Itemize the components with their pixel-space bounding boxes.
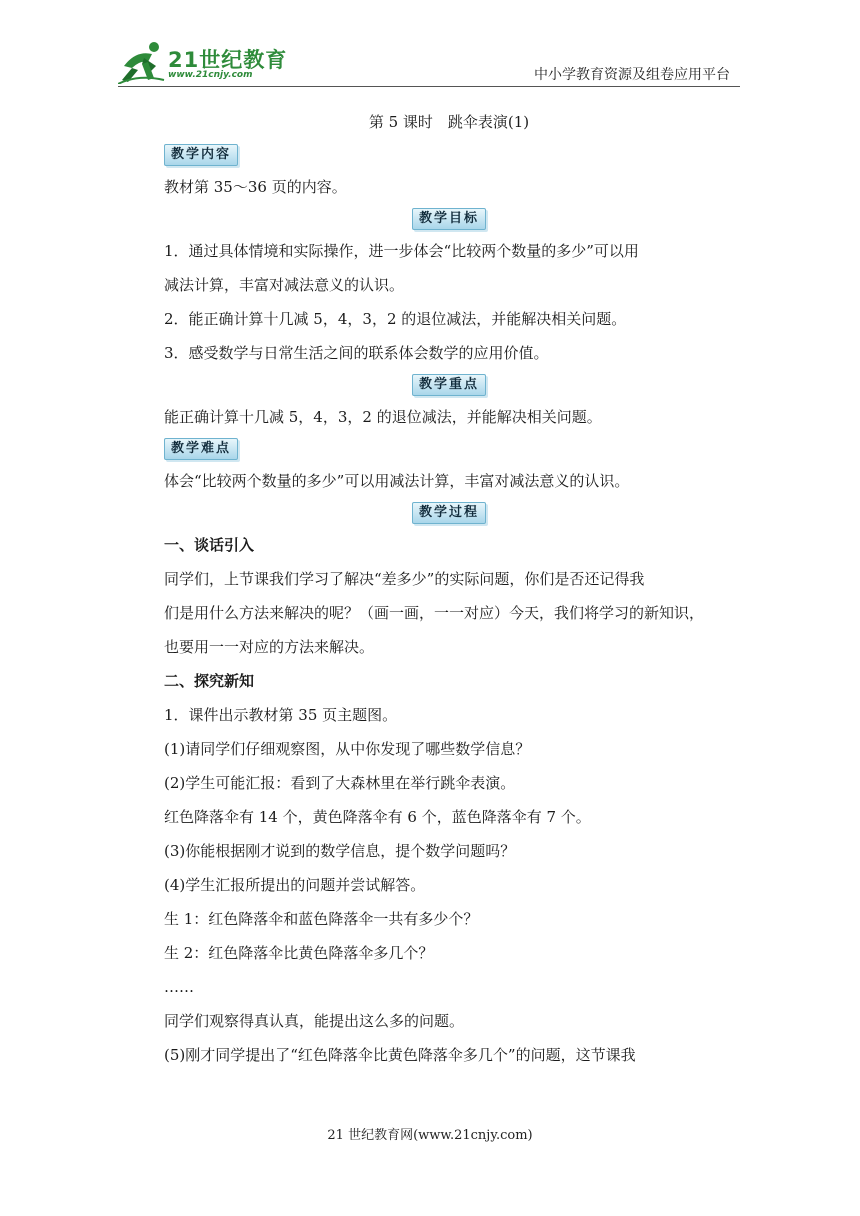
- page-header: [0, 0, 860, 100]
- document-body: [164, 108, 734, 1072]
- teaching-key-text: 能正确计算十几减 5，4，3，2 的退位减法，并能解决相关问题。: [164, 408, 602, 426]
- section-key-label: [164, 370, 734, 400]
- process-line: 生 1：红色降落伞和蓝色降落伞一共有多少个？: [164, 910, 479, 928]
- logo[interactable]: [118, 40, 288, 84]
- section-process-label: [164, 498, 734, 528]
- badge-teaching-goals: 教学目标: [412, 208, 486, 230]
- section-goals-label: [164, 204, 734, 234]
- platform-name: 中小学教育资源及组卷应用平台: [534, 67, 730, 83]
- badge-teaching-key: 教学重点: [412, 374, 486, 396]
- process-line: (4)学生汇报所提出的问题并尝试解答。: [164, 876, 426, 894]
- process-line: 红色降落伞有 14 个，黄色降落伞有 6 个，蓝色降落伞有 7 个。: [164, 808, 591, 826]
- process-line: 生 2：红色降落伞比黄色降落伞多几个？: [164, 944, 434, 962]
- heading-explore: 二、探究新知: [164, 672, 255, 690]
- logo-text: 21世纪教育: [168, 48, 288, 72]
- teaching-content-text: 教材第 35～36 页的内容。: [164, 178, 347, 196]
- header-divider: [118, 86, 740, 87]
- page-footer[interactable]: 21 世纪教育网(www.21cnjy.com): [327, 1128, 533, 1143]
- process-line: 同学们观察得真认真，能提出这么多的问题。: [164, 1012, 465, 1030]
- runner-logo-icon: [118, 40, 166, 84]
- section-content-label: [164, 140, 734, 170]
- process-line: (2)学生可能汇报：看到了大森林里在举行跳伞表演。: [164, 774, 516, 792]
- intro-line: 同学们，上节课我们学习了解决“差多少”的实际问题，你们是否还记得我: [164, 570, 645, 588]
- process-line: ……: [164, 978, 194, 996]
- intro-line: 们是用什么方法来解决的呢？（画一画，一一对应）今天，我们将学习的新知识，: [164, 604, 705, 622]
- process-line: (3)你能根据刚才说到的数学信息，提个数学问题吗？: [164, 842, 516, 860]
- teaching-difficulty-text: 体会“比较两个数量的多少”可以用减法计算，丰富对减法意义的认识。: [164, 472, 630, 490]
- goal-line: 3．感受数学与日常生活之间的联系体会数学的应用价值。: [164, 344, 549, 362]
- goal-line: 减法计算，丰富对减法意义的认识。: [164, 276, 405, 294]
- process-line: (5)刚才同学提出了“红色降落伞比黄色降落伞多几个”的问题，这节课我: [164, 1046, 636, 1064]
- section-difficulty-label: [164, 434, 734, 464]
- process-line: (1)请同学们仔细观察图，从中你发现了哪些数学信息？: [164, 740, 531, 758]
- heading-intro: 一、谈话引入: [164, 536, 255, 554]
- goal-line: 1．通过具体情境和实际操作，进一步体会“比较两个数量的多少”可以用: [164, 242, 639, 260]
- process-line: 1．课件出示教材第 35 页主题图。: [164, 706, 398, 724]
- badge-teaching-content: 教学内容: [164, 144, 238, 166]
- logo-url: www.21cnjy.com: [168, 70, 253, 80]
- lesson-title: 第 5 课时 跳伞表演(1): [368, 113, 530, 131]
- goal-line: 2．能正确计算十几减 5，4，3，2 的退位减法，并能解决相关问题。: [164, 310, 627, 328]
- badge-teaching-process: 教学过程: [412, 502, 486, 524]
- intro-line: 也要用一一对应的方法来解决。: [164, 638, 375, 656]
- badge-teaching-difficulty: 教学难点: [164, 438, 238, 460]
